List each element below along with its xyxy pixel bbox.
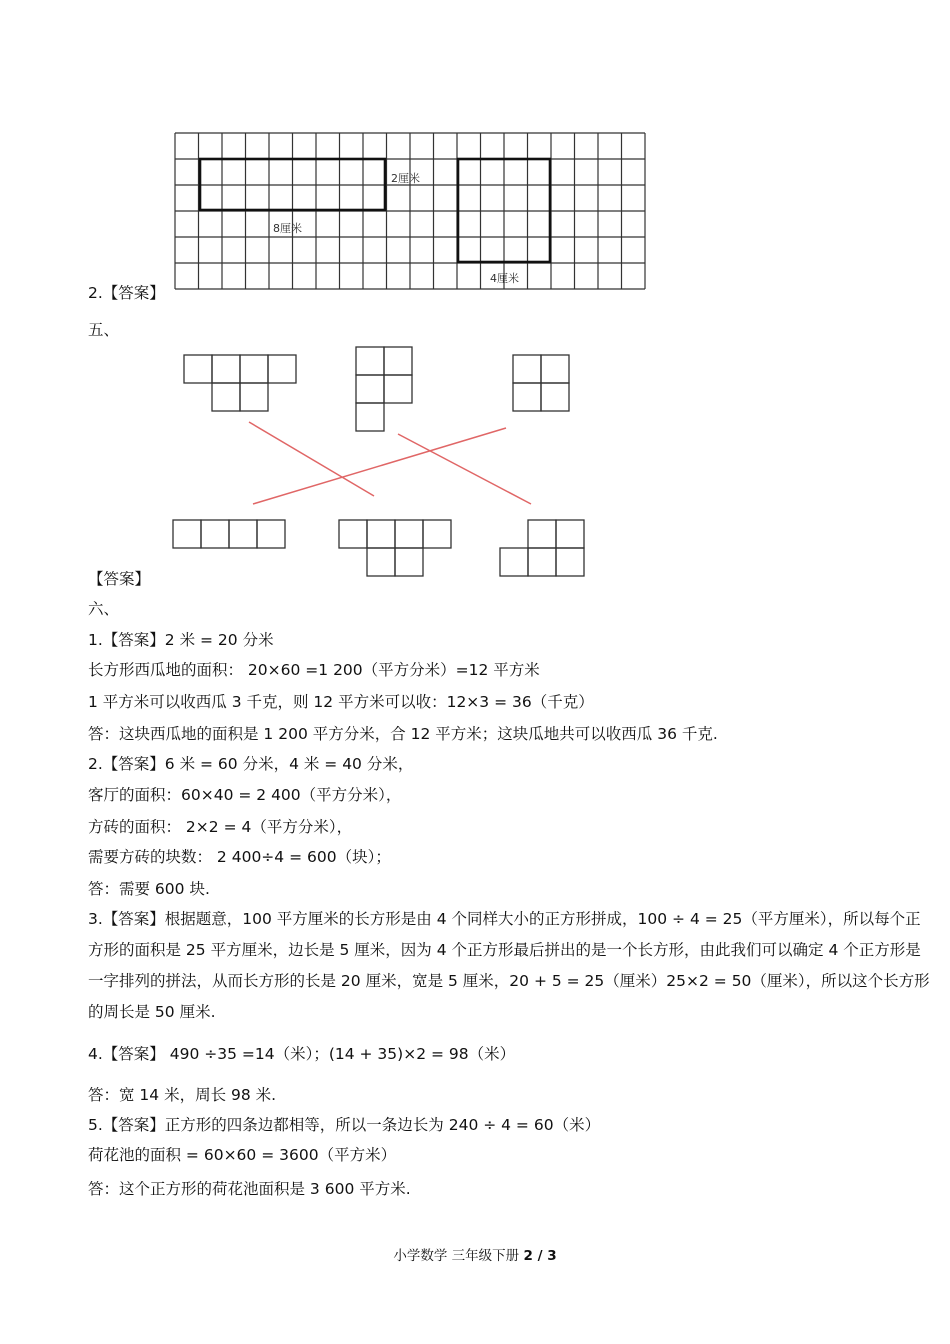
q5-line-2: 荷花池的面积 = 60⨯60 = 3600（平方米） bbox=[88, 1146, 397, 1164]
label-4cm: 4厘米 bbox=[490, 272, 519, 285]
q2-line-2: 客厅的面积：60⨯40 = 2 400（平方分米）， bbox=[88, 786, 402, 804]
shape-top-right bbox=[513, 355, 569, 411]
q2-line-5: 答：需要 600 块. bbox=[88, 880, 210, 898]
match-line-2 bbox=[253, 428, 506, 504]
shape-bottom-middle bbox=[339, 520, 451, 576]
match-line-1 bbox=[249, 422, 374, 496]
page-number: 2 / 3 bbox=[523, 1248, 557, 1264]
q2-line-4: 需要方砖的块数： 2 400÷4 = 600（块）； bbox=[88, 848, 391, 866]
q2-line-3: 方砖的面积： 2⨯2 = 4（平方分米）， bbox=[88, 818, 353, 836]
match-line-3 bbox=[398, 434, 531, 504]
q3-paragraph: 3.【答案】根据题意，100 平方厘米的长方形是由 4 个同样大小的正方形拼成，100 ÷ 4 = 25（平方厘米），所以每个正方形的面积是 25 平方厘米，边长是 5 厘米，因为 4 个正方形最后拼出的是一个长方形，由此我们可以确定 4 个正方形是一字排列的拼法，从而长方形的长是 20 厘米，宽是 5 厘米，20 + 5 = 25（厘米）25⨯2 = 50（厘米），所以这个长方形的周长是 50 厘米. bbox=[88, 910, 930, 1021]
section4-q2-answer: 2.【答案】 bbox=[88, 284, 165, 302]
section5-heading: 五、 bbox=[88, 321, 120, 339]
q4-line-2: 答：宽 14 米，周长 98 米. bbox=[88, 1086, 277, 1104]
q1-line-4: 答：这块西瓜地的面积是 1 200 平方分米，合 12 平方米；这块瓜地共可以收西瓜 36 千克. bbox=[88, 725, 718, 743]
q2-line-1: 2.【答案】6 米 = 60 分米，4 米 = 40 分米， bbox=[88, 755, 414, 773]
footer-text: 小学数学 三年级下册 bbox=[393, 1248, 524, 1264]
section6-heading: 六、 bbox=[88, 600, 120, 618]
shape-bottom-left bbox=[173, 520, 285, 548]
q5-line-3: 答：这个正方形的荷花池面积是 3 600 平方米. bbox=[88, 1180, 411, 1198]
label-2cm: 2厘米 bbox=[391, 172, 420, 185]
q1-line-1: 1.【答案】2 米 = 20 分米 bbox=[88, 631, 274, 649]
q1-line-3: 1 平方米可以收西瓜 3 千克，则 12 平方米可以收：12⨯3 = 36（千克） bbox=[88, 693, 594, 711]
q5-line-1: 5.【答案】正方形的四条边都相等，所以一条边长为 240 ÷ 4 = 60（米） bbox=[88, 1116, 601, 1134]
label-8cm: 8厘米 bbox=[273, 222, 302, 235]
shape-top-middle bbox=[356, 347, 412, 431]
q1-line-2: 长方形西瓜地的面积： 20⨯60 =1 200（平方分米）=12 平方米 bbox=[88, 661, 540, 679]
page-footer bbox=[0, 1244, 950, 1264]
section5-answer: 【答案】 bbox=[88, 570, 151, 588]
shape-top-left bbox=[184, 355, 296, 411]
q4-line-1: 4.【答案】 490 ÷35 =14（米）；(14 + 35)⨯2 = 98（米） bbox=[88, 1045, 516, 1063]
shape-bottom-right bbox=[500, 520, 584, 576]
